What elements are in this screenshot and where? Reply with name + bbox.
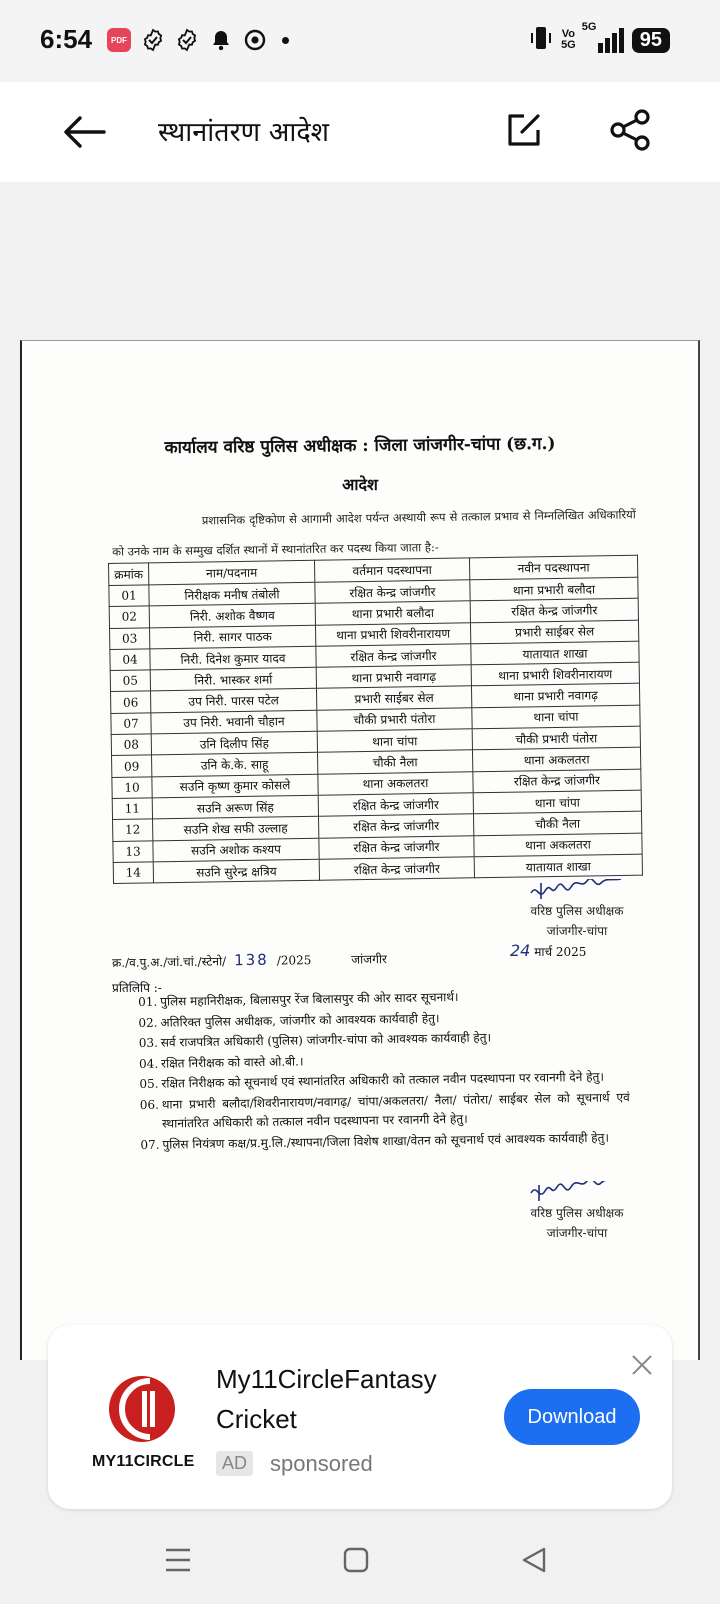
column-header: नवीन पदस्थापना [469,555,637,580]
ad-badge: AD [216,1451,253,1476]
home-square-icon [342,1546,370,1574]
serial-number-cell: 07 [111,713,151,735]
column-header: वर्तमान पदस्थापना [314,558,469,582]
new-posting-cell: यातायात शाखा [471,641,639,665]
office-title: कार्यालय वरिष्ठ पुलिस अधीक्षक : जिला जांजगीर-चांपा (छ.ग.) [164,433,556,459]
new-posting-cell: चौकी नैला [473,811,641,835]
new-posting-cell: थाना प्रभारी शिवरीनारायण [471,662,639,686]
more-notifications-dot [282,37,289,44]
date-day: 24 [510,941,531,960]
serial-number-cell: 14 [113,862,153,884]
serial-number-cell: 12 [113,819,153,841]
copy-item-text: थाना प्रभारी बलौदा/शिवरीनारायण/नवागढ़/ चांपा/अकलतरा/ नैला/ पंतोरा/ साईबर सेल को सूचनार्थ एवं स्थानांतरित अधिकारी को तत्काल नवीन पदस्थापना पर रवानगी देने हेतु। [161,1089,630,1131]
new-posting-cell: चौकी प्रभारी पंतोरा [472,726,640,750]
reference-year: /2025 [276,953,312,968]
date-month-year: मार्च 2025 [534,945,587,959]
copy-item-number: 02. [138,1015,158,1030]
order-intro: प्रशासनिक दृष्टिकोण से आगामी आदेश पर्यन्त अस्थायी रूप से तत्काल प्रभाव से निम्नलिखित अधिकारियों को उनके नाम के सम्मुख दर्शित स्थानों में स्थानांतरित कर पदस्थ किया जाता है:- [112,507,636,559]
column-header: क्रमांक [109,563,149,586]
signature-designation: वरिष्ठ पुलिस अधीक्षक [530,1206,624,1220]
signature-designation: वरिष्ठ पुलिस अधीक्षक [530,904,624,918]
share-button[interactable] [608,108,656,156]
officer-name-cell: उप निरी. पारस पटेल [151,689,317,713]
ad-banner[interactable] [48,1325,672,1509]
reference-place: जांजगीर [351,952,388,967]
officer-name-cell: निरीक्षक मनीष तंबोली [149,582,315,606]
current-posting-cell: थाना प्रभारी नवागढ़ [316,665,471,689]
copy-item-text: अतिरिक्त पुलिस अधीक्षक, जांजगीर को आवश्यक कार्यवाही हेतु। [160,1010,440,1030]
ad-sponsored-label: sponsored [270,1451,373,1476]
vibrate-icon [529,25,553,55]
officer-name-cell: सउनि शेख सफी उल्लाह [153,816,319,840]
current-posting-cell: रक्षित केन्द्र जांजगीर [316,644,471,668]
serial-number-cell: 11 [112,798,152,820]
new-posting-cell: थाना चांपा [472,705,640,729]
copy-item-number: 07. [140,1137,160,1152]
signal-icon: 5G [584,27,624,53]
current-posting-cell: चौकी नैला [318,750,473,774]
current-posting-cell: थाना प्रभारी बलौदा [315,601,470,625]
officer-name-cell: उनि दिलीप सिंह [151,731,317,755]
officer-name-cell: सउनि कृष्ण कुमार कोसले [152,774,318,798]
signature-image [512,879,642,901]
copy-item-number: 05. [139,1076,159,1091]
new-posting-cell: थाना चांपा [473,790,641,814]
edit-icon [504,110,544,150]
signature-location: जांजगीर-चांपा [546,924,608,938]
clock: 6:54 [40,24,93,54]
order-title: आदेश [342,475,378,494]
transfer-table [108,555,643,884]
new-posting-cell: थाना प्रभारी नवागढ़ [471,684,639,708]
signature-block [512,879,642,941]
signature-block [512,1181,642,1243]
copy-item-text: पुलिस महानिरीक्षक, बिलासपुर रेंज बिलासपुर की ओर सादर सूचनार्थ। [160,989,459,1009]
current-posting-cell: रक्षित केन्द्र जांजगीर [319,835,474,859]
bell-icon [208,27,234,53]
new-posting-cell: थाना प्रभारी बलौदा [470,577,638,601]
copy-item-number: 04. [138,1056,159,1071]
new-posting-cell: थाना अकलतरा [472,748,640,772]
reference-prefix: क्र./व.पु.अ./जां.चां./स्टेनो/ [111,954,227,970]
serial-number-cell: 04 [110,649,150,671]
current-posting-cell: रक्षित केन्द्र जांजगीर [318,793,473,817]
edit-button[interactable] [504,110,548,154]
verified-badge-icon [140,27,166,53]
share-icon [608,108,652,152]
page-title: स्थानांतरण आदेश [158,117,330,148]
ad-download-button[interactable]: Download [504,1389,640,1445]
ad-app-name[interactable]: My11CircleFantasy Cricket [216,1364,437,1434]
cricket-ball-logo-icon [92,1369,192,1449]
order-date [510,941,586,960]
current-posting-cell: थाना प्रभारी शिवरीनारायण [315,622,470,646]
officer-name-cell: निरी. भास्कर शर्मा [150,667,316,691]
ad-app-logo[interactable] [92,1369,195,1479]
menu-icon [164,1547,192,1573]
current-posting-cell: प्रभारी साईबर सेल [317,686,472,710]
new-posting-cell: रक्षित केन्द्र जांजगीर [470,598,638,622]
system-back-button[interactable] [514,1540,554,1580]
recents-button[interactable] [158,1540,198,1580]
current-posting-cell: थाना चांपा [317,729,472,753]
back-button[interactable] [58,108,110,156]
chrome-icon [242,27,268,53]
reference-number: 138 [234,950,269,970]
pdf-app-icon: PDF [106,27,132,53]
copy-item-text: रक्षित निरीक्षक को सूचनार्थ एवं स्थानांतरित अधिकारी को तत्काल नवीन पदस्थापना पर रवानगी देने हेतु। [161,1069,605,1091]
serial-number-cell: 02 [109,606,149,628]
serial-number-cell: 03 [110,627,150,649]
serial-number-cell: 06 [111,691,151,713]
serial-number-cell: 08 [111,734,151,756]
serial-number-cell: 09 [112,755,152,777]
officer-name-cell: सउनि सुरेन्द्र क्षत्रिय [153,859,319,883]
signature-location: जांजगीर-चांपा [546,1226,608,1240]
ad-logo-text: MY11CIRCLE [92,1453,195,1470]
notification-icons [106,27,289,53]
copy-label: प्रतिलिपि :- [112,981,162,995]
copy-item-number: 01. [138,994,158,1009]
signature-image [512,1181,642,1203]
verified-badge-icon [174,27,200,53]
officer-name-cell: निरी. दिनेश कुमार यादव [150,646,316,670]
serial-number-cell: 13 [113,840,153,862]
ad-close-button[interactable] [630,1353,654,1377]
system-icons [529,21,670,55]
pdf-page [20,340,700,1360]
serial-number-cell: 05 [110,670,150,692]
officer-name-cell: निरी. अशोक वैष्णव [149,604,315,628]
back-triangle-icon [520,1546,548,1574]
current-posting-cell: चौकी प्रभारी पंतोरा [317,708,472,732]
volte-indicator: Vo 5G [561,28,576,51]
new-posting-cell: थाना अकलतरा [474,833,642,857]
reference-line [112,949,387,971]
serial-number-cell: 10 [112,777,152,799]
officer-name-cell: उनि के.के. साहू [152,753,318,777]
current-posting-cell: रक्षित केन्द्र जांजगीर [319,857,474,881]
new-posting-cell: प्रभारी साईबर सेल [470,620,638,644]
serial-number-cell: 01 [109,585,149,607]
new-posting-cell: रक्षित केन्द्र जांजगीर [473,769,641,793]
arrow-left-icon [62,115,106,149]
current-posting-cell: थाना अकलतरा [318,771,473,795]
copy-item-number: 06. [139,1097,159,1112]
copy-item [140,1088,631,1135]
officer-name-cell: सउनि अशोक कश्यप [153,838,319,862]
new-posting-cell: यातायात शाखा [474,854,642,878]
navigation-bar [0,1516,720,1604]
current-posting-cell: रक्षित केन्द्र जांजगीर [315,580,470,604]
status-bar [0,0,720,82]
officer-name-cell: निरी. सागर पाठक [150,625,316,649]
current-posting-cell: रक्षित केन्द्र जांजगीर [319,814,474,838]
officer-name-cell: उप निरी. भवानी चौहान [151,710,317,734]
copy-list [138,985,630,1156]
app-header [0,82,720,182]
copy-item-text: पुलिस नियंत्रण कक्ष/प्र.मु.लि./स्थापना/जिला विशेष शाखा/वेतन को सूचनार्थ एवं आवश्यक कार्यवाही हेतु। [162,1130,610,1152]
close-icon [630,1353,654,1377]
copy-item-text: सर्व राजपत्रित अधिकारी (पुलिस) जांजगीर-चांपा को आवश्यक कार्यवाही हेतु। [160,1030,492,1050]
officer-name-cell: सउनि अरूण सिंह [152,795,318,819]
home-button[interactable] [336,1540,376,1580]
copy-item-number: 03. [138,1035,158,1050]
column-header: नाम/पदनाम [149,560,315,585]
battery-indicator: 95 [632,28,670,53]
copy-item-text: रक्षित निरीक्षक को वास्ते ओ.बी.। [160,1053,304,1071]
